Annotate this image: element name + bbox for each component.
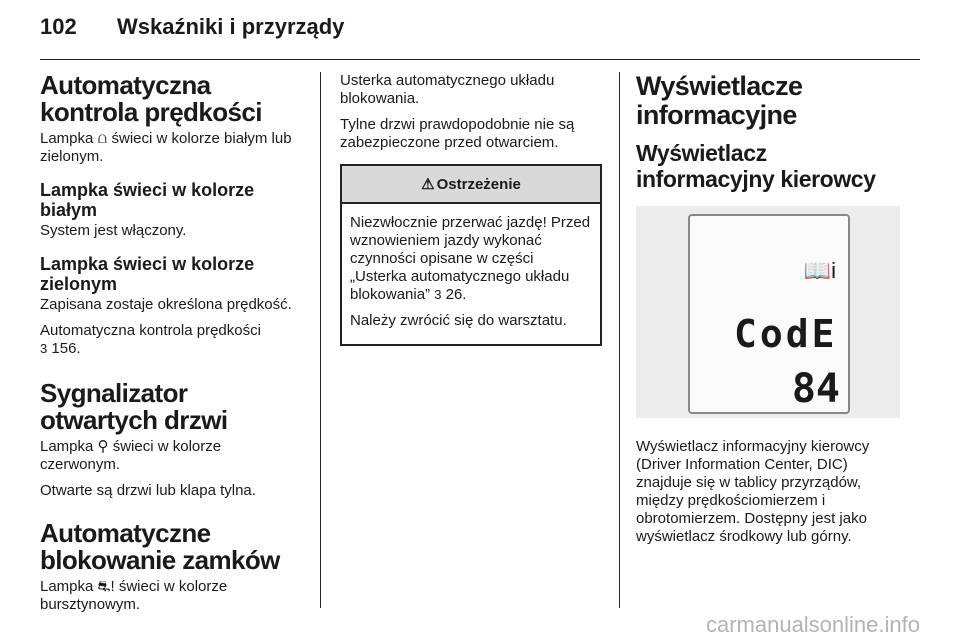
- lock-fault-text: Usterka automatycznego układu blokowania.: [340, 72, 555, 107]
- page-number: 102: [40, 14, 77, 39]
- door-indicator-text: Lampka ⚲ świeci w kolorze czerwonym.: [40, 438, 222, 473]
- auto-lock-warning-icon: ⛐!: [97, 578, 115, 595]
- column-divider-2: [619, 72, 620, 608]
- lcd-code-number: 84: [791, 366, 840, 412]
- column-middle: [340, 72, 602, 346]
- column-right: [636, 72, 906, 554]
- warning-body: [342, 204, 600, 344]
- green-lamp-heading: Lampka świeci w kolorze zielonym: [40, 254, 255, 294]
- section-title: Wskaźniki i przyrządy: [117, 14, 345, 39]
- auto-lock-heading: Automatyczne blokowanie zamków: [40, 518, 280, 575]
- auto-lock-text: Lampka ⛐! świeci w kolorze bursztynowym.: [40, 578, 228, 613]
- warning-text-2: Należy zwrócić się do warsztatu.: [350, 312, 567, 329]
- column-divider-1: [320, 72, 321, 608]
- door-open-icon: ⚲: [97, 438, 109, 455]
- watermark: carmanualsonline.info: [705, 612, 920, 637]
- warning-icon: ⚠: [421, 176, 435, 193]
- door-indicator-heading: Sygnalizator otwartych drzwi: [40, 378, 228, 435]
- white-lamp-heading: Lampka świeci w kolorze białym: [40, 180, 255, 220]
- dic-display-image: [636, 206, 900, 418]
- warning-box: [340, 164, 602, 346]
- page-header: [40, 14, 344, 46]
- cruise-control-icon: ⩍: [97, 130, 108, 147]
- cruise-control-heading: Automatyczna kontrola prędkości: [40, 70, 262, 127]
- lcd-screen: [688, 214, 850, 414]
- cruise-control-reference: Automatyczna kontrola prędkości 3 156.: [40, 322, 261, 357]
- cruise-control-text: Lampka ⩍ świeci w kolorze białym lub zielonym.: [40, 130, 292, 165]
- page-reference-icon: 3: [40, 341, 48, 356]
- dic-description: Wyświetlacz informacyjny kierowcy (Driver Information Center, DIC) znajduje się w tablicy przyrządów, między prędkościomierzem i obrotomierzem. Dostępny jest jako wyświetlacz środkowy lub górny.: [636, 438, 870, 545]
- info-displays-heading: Wyświetlacze informacyjne: [636, 71, 803, 130]
- warning-text: Niezwłocznie przerwać jazdę! Przed wznowieniem jazdy wykonać czynności opisane w części „Usterka automatycznego układu blokowania” 3 26.: [350, 214, 591, 303]
- lcd-code-text: CodE: [734, 312, 838, 356]
- tailgate-text: Tylne drzwi prawdopodobnie nie są zabezpieczone przed otwarciem.: [340, 116, 575, 151]
- column-left: [40, 72, 302, 622]
- page-reference-icon: 3: [434, 287, 442, 302]
- green-lamp-text: Zapisana zostaje określona prędkość.: [40, 296, 292, 313]
- door-indicator-text-2: Otwarte są drzwi lub klapa tylna.: [40, 482, 256, 499]
- warning-header: [342, 166, 600, 204]
- header-rule: [40, 59, 920, 60]
- warning-title: Ostrzeżenie: [436, 175, 521, 193]
- white-lamp-text: System jest włączony.: [40, 222, 187, 239]
- manual-book-icon: 📖i: [803, 258, 836, 283]
- dic-heading: Wyświetlacz informacyjny kierowcy: [636, 140, 876, 192]
